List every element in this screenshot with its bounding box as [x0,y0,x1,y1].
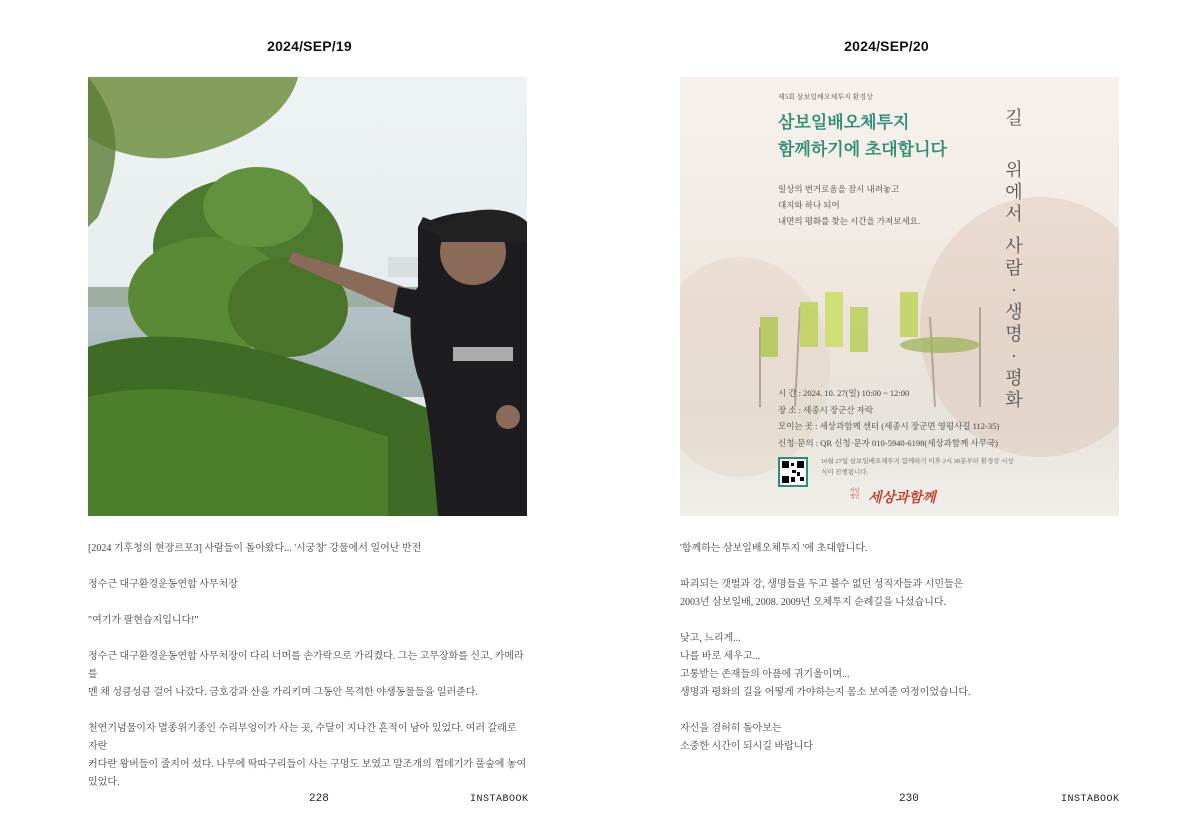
slogan-char: 생 [1005,302,1023,322]
text-line: 2003년 삼보일배, 2008. 2009년 오체투지 순례길을 나섰습니다. [680,597,947,608]
poster-note [821,456,1036,478]
paragraph [680,576,1120,612]
brand-label: INSTABOOK [470,794,529,805]
slogan-char: 에 [1005,182,1023,202]
paragraph [88,648,528,702]
slogan-char: 사 [1005,236,1023,256]
paragraph [88,576,528,594]
note-line: 식이 진행됩니다. [821,469,869,476]
text-line: 정수근 대구환경운동연합 사무처장 [88,579,238,590]
text-line: 나를 바로 세우고... [680,651,761,662]
slogan-char: · [1011,346,1017,366]
text-line: '함께하는 삼보일배오체투지 '에 초대합니다. [680,543,868,554]
right-body-text [680,540,1120,774]
info-line: 장 소 : 세종시 장군산 자락 [778,404,874,415]
text-line: 멘 채 성큼성큼 걸어 나갔다. 금호강과 산을 가리키며 그동안 목격한 야생동물들을 일러준다. [88,687,478,698]
text-line: 자신을 겸허히 돌아보는 [680,723,782,734]
org-small-label: 사단 법인 [850,489,860,500]
brand-label: INSTABOOK [1061,794,1120,805]
info-line: 모이는 곳 : 세상과함께 센터 (세종시 장군면 영평사길 112-35) [778,421,1000,431]
paragraph [88,612,528,630]
poster-intro-line: 대지와 하나 되어 [778,200,840,210]
poster-event-info [778,385,999,451]
slogan-char: · [1011,280,1017,300]
poster-intro [778,181,920,229]
note-line: 10월 27일 삼보일배오체투지 함께하기 이후 2시 30분부터 환경상 시상 [821,458,1014,465]
page-number: 230 [899,793,919,805]
poster-title [778,109,947,163]
text-line: 고통받는 존재들의 아픔에 귀기울이며... [680,669,850,680]
text-line: 생명과 평화의 길을 어떻게 가야하는지 몸소 보여준 여정이었습니다. [680,687,971,698]
slogan-char: 평 [1005,368,1023,388]
poster-title-line: 함께하기에 초대합니다 [778,140,947,159]
right-page [591,0,1182,836]
paragraph [680,540,1120,558]
vertical-slogan [1002,107,1026,411]
text-line: 정수근 대구환경운동연합 사무처장이 다리 너머를 손가락으로 가리켰다. 그는 고무장화를 신고, 카메라를 [88,651,524,680]
slogan-char: 길 [1005,108,1023,128]
page-date: 2024/SEP/19 [267,38,352,54]
left-body-text [88,540,528,810]
text-line: "여기가 팔현습지입니다!" [88,615,199,626]
slogan-char: 서 [1005,204,1023,224]
paragraph [680,720,1120,756]
text-line: 소중한 시간이 되시길 바랍니다 [680,741,814,752]
text-line: 커다란 왕버들이 줄지어 섰다. 나무에 딱따구리들이 사는 구멍도 보였고 말조개의 껍데기가 풀숲에 놓여 [88,759,527,770]
poster-subtitle: 제5회 삼보일배오체투지 환경상 [778,93,873,101]
text-line: 있었다. [88,777,120,788]
text-line: [2024 기후청의 현장르포3] 사람들이 돌아왔다... '시궁창' 강물에서 일어난 반전 [88,543,422,554]
photo-man-pointing [88,77,527,516]
text-line: 낮고, 느리게... [680,633,741,644]
paragraph [88,720,528,792]
photo-image [88,77,527,516]
poster-intro-line: 내면의 평화를 찾는 시간을 가져보세요. [778,216,921,226]
poster-title-line: 삼보일배오체투지 [778,113,910,132]
text-line: 파괴되는 갯벌과 강, 생명들을 두고 볼수 없던 성직자들과 시민들은 [680,579,964,590]
info-line: 시 간 : 2024. 10. 27(일) 10:00 ~ 12:00 [778,388,910,398]
org-logo-text: 세상과함께 [868,489,936,505]
left-page [0,0,591,836]
info-line: 신청·문의 : QR 신청·문자 010-5940-6198(세상과함께 사무국) [778,437,998,448]
paragraph [680,630,1120,702]
poster-intro-line: 일상의 번거로움을 잠시 내려놓고 [778,184,900,194]
paragraph [88,540,528,558]
slogan-char: 화 [1005,390,1023,410]
text-line: 천연기념물이자 멸종위기종인 수리부엉이가 사는 곳, 수달이 지나간 흔적이 남아 있었다. 여러 갈래로 자란 [88,723,517,752]
event-poster [680,77,1119,516]
slogan-char: 람 [1005,258,1023,278]
slogan-char: 위 [1005,160,1023,180]
qr-code-icon [778,457,808,487]
slogan-char: 명 [1005,324,1023,344]
page-number: 228 [309,793,329,805]
page-date: 2024/SEP/20 [844,38,929,54]
